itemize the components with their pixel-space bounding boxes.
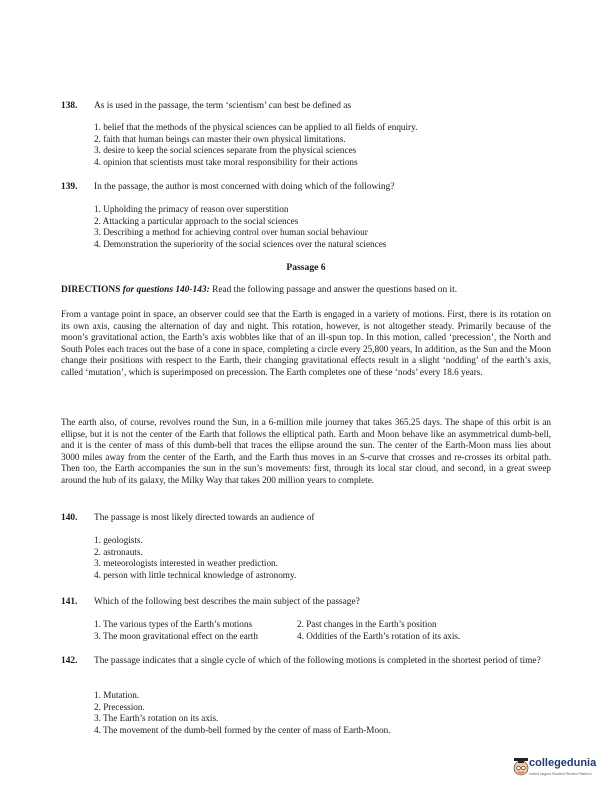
question-text: The passage indicates that a single cycle of which of the following motions is completed in the shortest period of time? <box>94 656 541 666</box>
passage-title: Passage 6 <box>286 262 326 273</box>
option: 1. belief that the methods of the physical sciences can be applied to all fields of enquiry. <box>94 122 418 132</box>
option: 3. The Earth’s rotation on its axis. <box>94 713 219 723</box>
option: 1. The various types of the Earth’s motions <box>94 619 253 629</box>
question-text: Which of the following best describes the main subject of the passage? <box>94 597 360 607</box>
question-text: As is used in the passage, the term ‘scientism’ can best be defined as <box>94 101 352 111</box>
option: 3. The moon gravitational effect on the earth <box>94 630 258 641</box>
question-number: 139. <box>61 182 78 192</box>
option: 2. faith that human beings can master their own physical limitations. <box>94 133 346 144</box>
option: 1. Upholding the primacy of reason over superstition <box>94 204 289 214</box>
question-number: 138. <box>61 101 78 111</box>
question-text: The passage is most likely directed towards an audience of <box>94 513 315 523</box>
option: 4. opinion that scientists must take moral responsibility for their actions <box>94 156 358 167</box>
question-number: 141. <box>61 597 78 607</box>
directions-text: Read the following passage and answer the questions based on it. <box>212 285 458 295</box>
directions <box>61 285 551 297</box>
option: 1. geologists. <box>94 535 143 545</box>
option: 1. Mutation. <box>94 690 140 700</box>
option: 2. Precession. <box>94 701 145 712</box>
option: 2. Attacking a particular approach to the social sciences <box>94 215 299 226</box>
option: 4. The movement of the dumb-bell formed by the center of mass of Earth-Moon. <box>94 724 391 735</box>
directions-range: for questions 140-143: <box>122 285 210 295</box>
passage-paragraph-2: The earth also, of course, revolves round the Sun, in a 6-million mile journey that takes 365.25 days. The shape of this orbit is an ellipse, but it is not the center of the Earth that follows the elliptical path. Earth and Moon behave like an asymmetrical dumb-bell, and it is the center of mass of this dumb-bell that traces the ellipse around the sun. The center of the Earth-Moon mass lies about 3000 miles away from the center of the Earth, and the Earth thus moves in an S-curve that crosses and re-crosses its orbital path. Then too, the Earth accompanies the sun in the sun’s movements: first, through its local star cloud, and second, in a great sweep around the hub of its galaxy, the Milky Way that takes 200 million years to complete. <box>61 417 551 485</box>
brand-tagline: India's largest Student Review Platform <box>529 772 592 776</box>
option: 4. person with little technical knowledge of astronomy. <box>94 569 297 580</box>
option: 3. desire to keep the social sciences separate from the physical sciences <box>94 145 357 155</box>
question-number: 142. <box>61 656 78 666</box>
passage-paragraph-1: From a vantage point in space, an observer could see that the Earth is engaged in a variety of motions. First, there is its rotation on its own axis, causing the alternation of day and night. This rotation, however, is not altogether steady. Primarily because of the moon’s gravitational action, the Earth’s axis wobbles like that of an ill-spun top. In this motion, called ‘precession’, the North and South Poles each traces out the base of a cone in space, completing a circle every 25,800 years, In addition, as the Sun and the Moon change their positions with respect to the Earth, their changing gravitational effects result in a slight ‘nodding’ of the earth’s axis, called ‘mutation’, which is superimposed on precession. The Earth completes one of these ‘nods’ every 18.6 years. <box>61 309 551 377</box>
directions-label: DIRECTIONS <box>61 285 121 295</box>
option: 2. astronauts. <box>94 546 143 557</box>
option: 2. Past changes in the Earth’s position <box>297 619 437 629</box>
option: 3. Describing a method for achieving control over human social behaviour <box>94 227 368 237</box>
option: 4. Demonstration the superiority of the social sciences over the natural sciences <box>94 238 387 249</box>
question-text: In the passage, the author is most concerned with doing which of the following? <box>94 182 395 192</box>
option: 4. Oddities of the Earth’s rotation of its axis. <box>297 630 461 641</box>
option: 3. meteorologists interested in weather prediction. <box>94 558 278 568</box>
question-number: 140. <box>61 513 78 523</box>
brand-name: collegedunia <box>529 757 597 769</box>
